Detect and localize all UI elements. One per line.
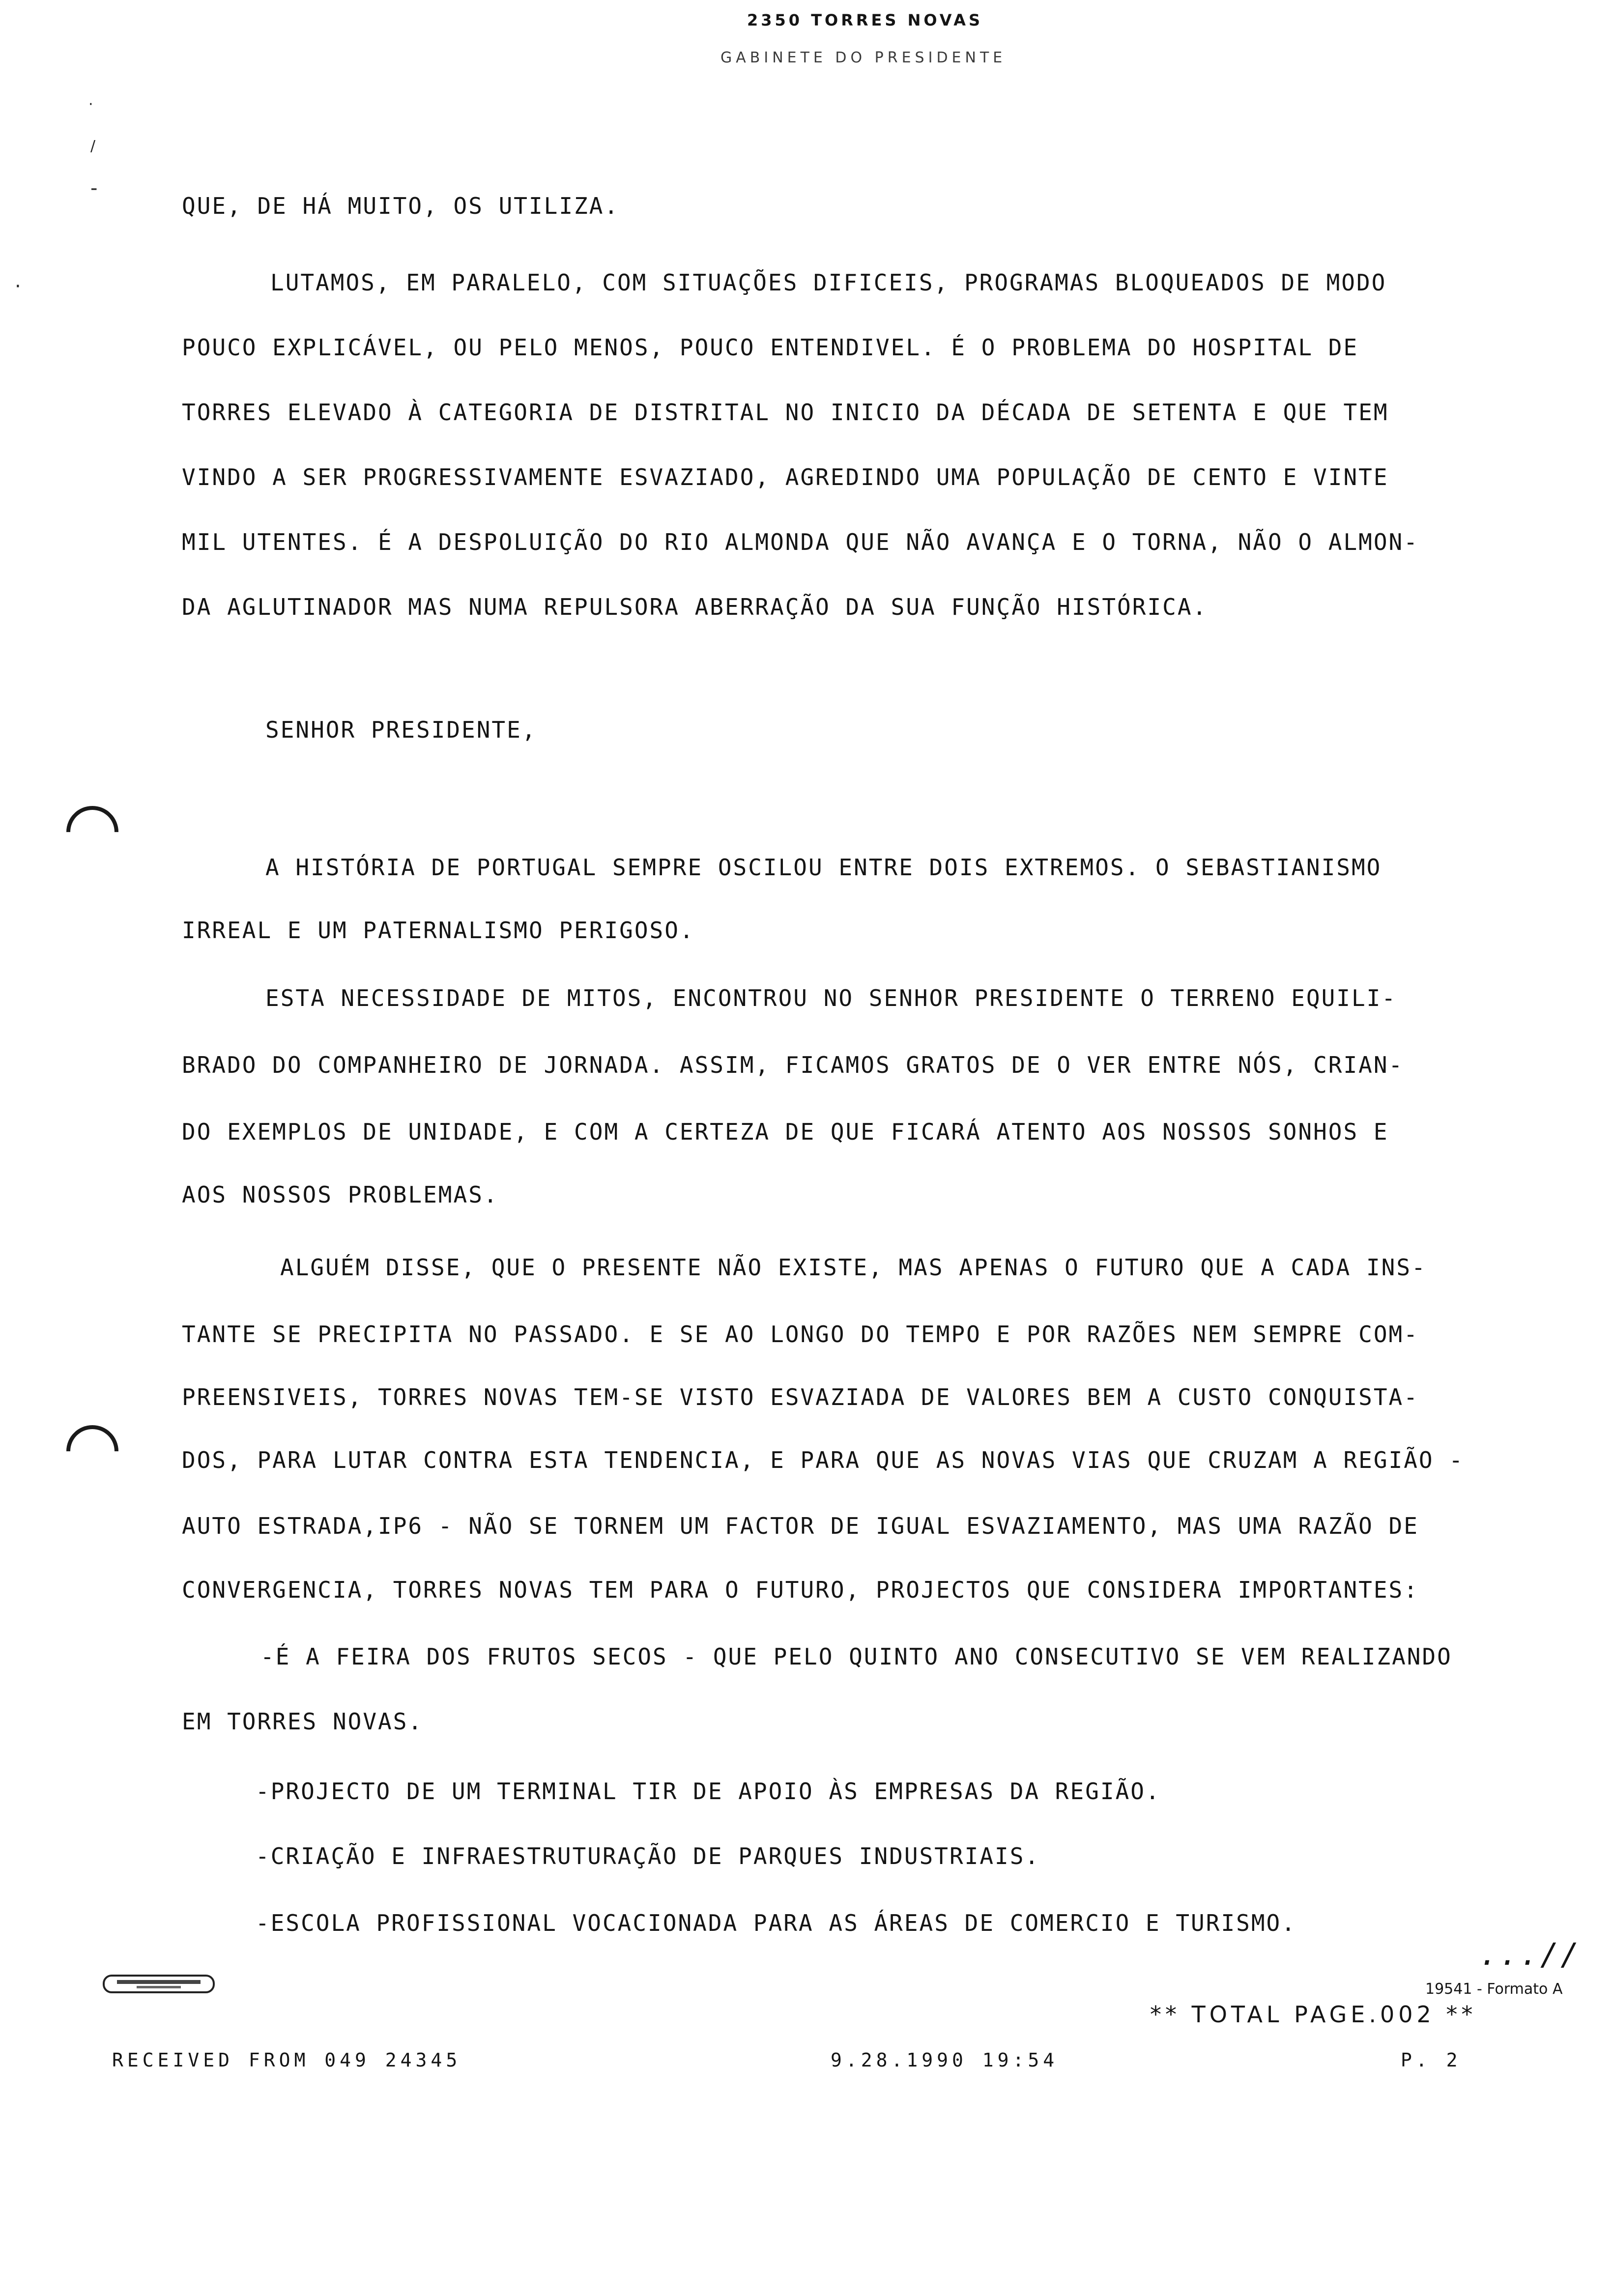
margin-tick-mark: - [90, 177, 98, 200]
body-line: VINDO A SER PROGRESSIVAMENTE ESVAZIADO, AGREDINDO UMA POPULAÇÃO DE CENTO E VINTE [182, 464, 1389, 490]
body-line: ALGUÉM DISSE, QUE O PRESENTE NÃO EXISTE, MAS APENAS O FUTURO QUE A CADA INS- [280, 1254, 1427, 1281]
fax-received-from: RECEIVED FROM 049 24345 [112, 2049, 461, 2071]
body-line: DO EXEMPLOS DE UNIDADE, E COM A CERTEZA DE QUE FICARÁ ATENTO AOS NOSSOS SONHOS E [182, 1119, 1389, 1145]
list-item: -CRIAÇÃO E INFRAESTRUTURAÇÃO DE PARQUES INDUSTRIAIS. [256, 1843, 1040, 1869]
punch-hole-mark [56, 795, 129, 869]
body-line: IRREAL E UM PATERNALISMO PERIGOSO. [182, 917, 695, 944]
body-line: ESTA NECESSIDADE DE MITOS, ENCONTROU NO SENHOR PRESIDENTE O TERRENO EQUILI- [265, 985, 1397, 1011]
body-line: AOS NOSSOS PROBLEMAS. [182, 1181, 499, 1208]
fax-received-datetime: 9.28.1990 19:54 [831, 2049, 1059, 2071]
list-item: -PROJECTO DE UM TERMINAL TIR DE APOIO ÀS EMPRESAS DA REGIÃO. [256, 1778, 1161, 1805]
body-line: A HISTÓRIA DE PORTUGAL SEMPRE OSCILOU ENTRE DOIS EXTREMOS. O SEBASTIANISMO [265, 854, 1382, 881]
body-line: MIL UTENTES. É A DESPOLUIÇÃO DO RIO ALMONDA QUE NÃO AVANÇA E O TORNA, NÃO O ALMON- [182, 529, 1419, 555]
list-item: -ESCOLA PROFISSIONAL VOCACIONADA PARA AS ÁREAS DE COMERCIO E TURISMO. [256, 1910, 1296, 1936]
list-item: -É A FEIRA DOS FRUTOS SECOS - QUE PELO QUINTO ANO CONSECUTIVO SE VEM REALIZANDO [260, 1643, 1452, 1670]
fax-page-number: P. 2 [1401, 2049, 1462, 2071]
body-line: QUE, DE HÁ MUITO, OS UTILIZA. [182, 193, 620, 219]
margin-tick-mark: / [90, 138, 96, 155]
body-line: LUTAMOS, EM PARALELO, COM SITUAÇÕES DIFICEIS, PROGRAMAS BLOQUEADOS DE MODO [270, 269, 1387, 296]
body-line: TANTE SE PRECIPITA NO PASSADO. E SE AO LONGO DO TEMPO E POR RAZÕES NEM SEMPRE COM- [182, 1321, 1419, 1348]
margin-tick-mark: · [15, 275, 21, 298]
body-line: DA AGLUTINADOR MAS NUMA REPULSORA ABERRAÇÃO DA SUA FUNÇÃO HISTÓRICA. [182, 594, 1208, 620]
margin-tick-mark: · [88, 96, 93, 113]
salutation: SENHOR PRESIDENTE, [265, 717, 537, 743]
body-line: CONVERGENCIA, TORRES NOVAS TEM PARA O FUTURO, PROJECTOS QUE CONSIDERA IMPORTANTES: [182, 1577, 1419, 1603]
body-line: AUTO ESTRADA,IP6 - NÃO SE TORNEM UM FACTOR DE IGUAL ESVAZIAMENTO, MAS UMA RAZÃO DE [182, 1513, 1419, 1539]
body-line: BRADO DO COMPANHEIRO DE JORNADA. ASSIM, FICAMOS GRATOS DE O VER ENTRE NÓS, CRIAN- [182, 1052, 1404, 1078]
letterhead-title: 2350 TORRES NOVAS [747, 11, 983, 29]
fax-total-pages: ** TOTAL PAGE.002 ** [1150, 2001, 1477, 2028]
body-line: EM TORRES NOVAS. [182, 1708, 424, 1735]
body-line: TORRES ELEVADO À CATEGORIA DE DISTRITAL NO INICIO DA DÉCADA DE SETENTA E QUE TEM [182, 399, 1389, 426]
paper-format-note: 19541 - Formato A [1425, 1980, 1563, 1998]
body-line: POUCO EXPLICÁVEL, OU PELO MENOS, POUCO ENTENDIVEL. É O PROBLEMA DO HOSPITAL DE [182, 334, 1359, 361]
punch-hole-mark [56, 1414, 129, 1488]
body-line: DOS, PARA LUTAR CONTRA ESTA TENDENCIA, E PARA QUE AS NOVAS VIAS QUE CRUZAM A REGIÃO - [182, 1447, 1465, 1473]
paper-brand-stamp-icon [102, 1971, 215, 1997]
continuation-mark: ...// [1479, 1936, 1581, 1972]
letterhead-subtitle: GABINETE DO PRESIDENTE [720, 49, 1007, 66]
body-line: PREENSIVEIS, TORRES NOVAS TEM-SE VISTO ESVAZIADA DE VALORES BEM A CUSTO CONQUISTA- [182, 1384, 1419, 1410]
